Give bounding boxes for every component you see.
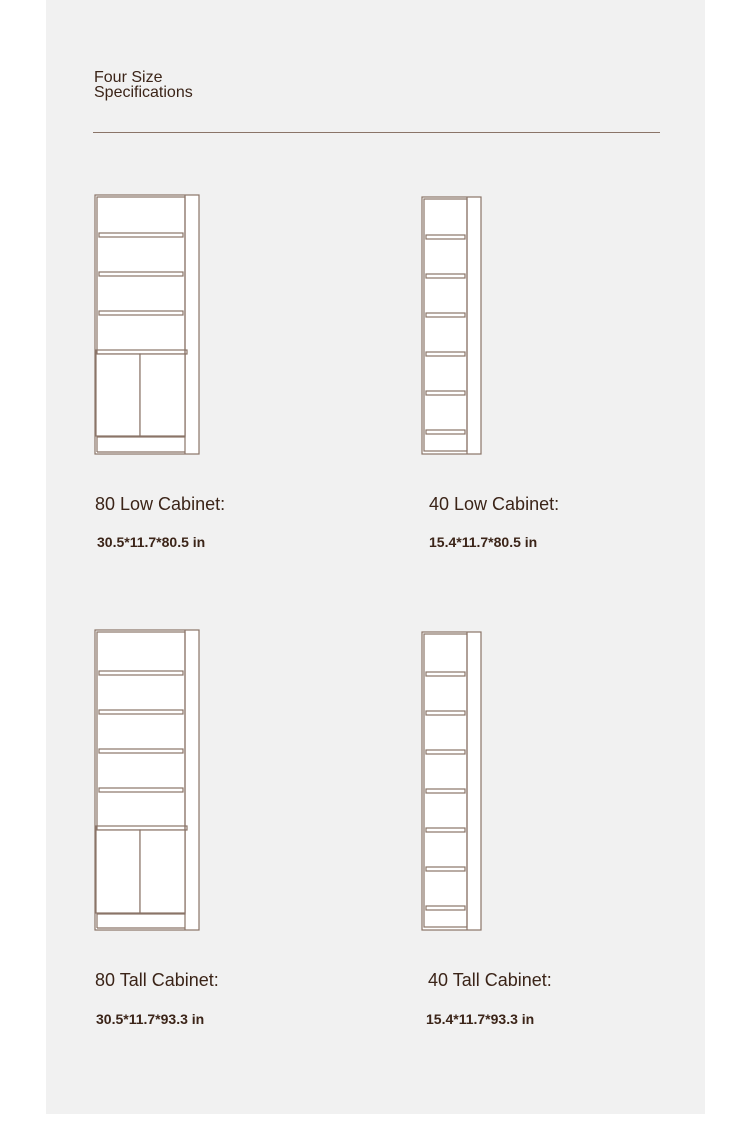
wide-bookcase-with-doors-icon <box>94 629 202 932</box>
product-name: 40 Tall Cabinet: <box>428 970 552 990</box>
product-dimensions: 30.5*11.7*93.3 in <box>96 1011 205 1027</box>
product-dimensions: 30.5*11.7*80.5 in <box>97 534 206 550</box>
page-title <box>94 70 193 100</box>
page-title-line2: Specifications <box>94 84 193 101</box>
title-divider <box>93 132 660 133</box>
product-dimensions: 15.4*11.7*93.3 in <box>426 1011 535 1027</box>
narrow-bookcase-icon <box>421 631 483 932</box>
product-dimensions: 15.4*11.7*80.5 in <box>429 534 538 550</box>
product-name: 80 Low Cabinet: <box>95 494 226 514</box>
spec-panel <box>46 0 705 1114</box>
wide-bookcase-with-doors-icon <box>94 194 202 456</box>
page-title-line1: Four Size <box>94 69 163 86</box>
narrow-bookcase-icon <box>421 196 483 456</box>
product-name: 40 Low Cabinet: <box>429 494 560 514</box>
product-name: 80 Tall Cabinet: <box>95 970 219 990</box>
